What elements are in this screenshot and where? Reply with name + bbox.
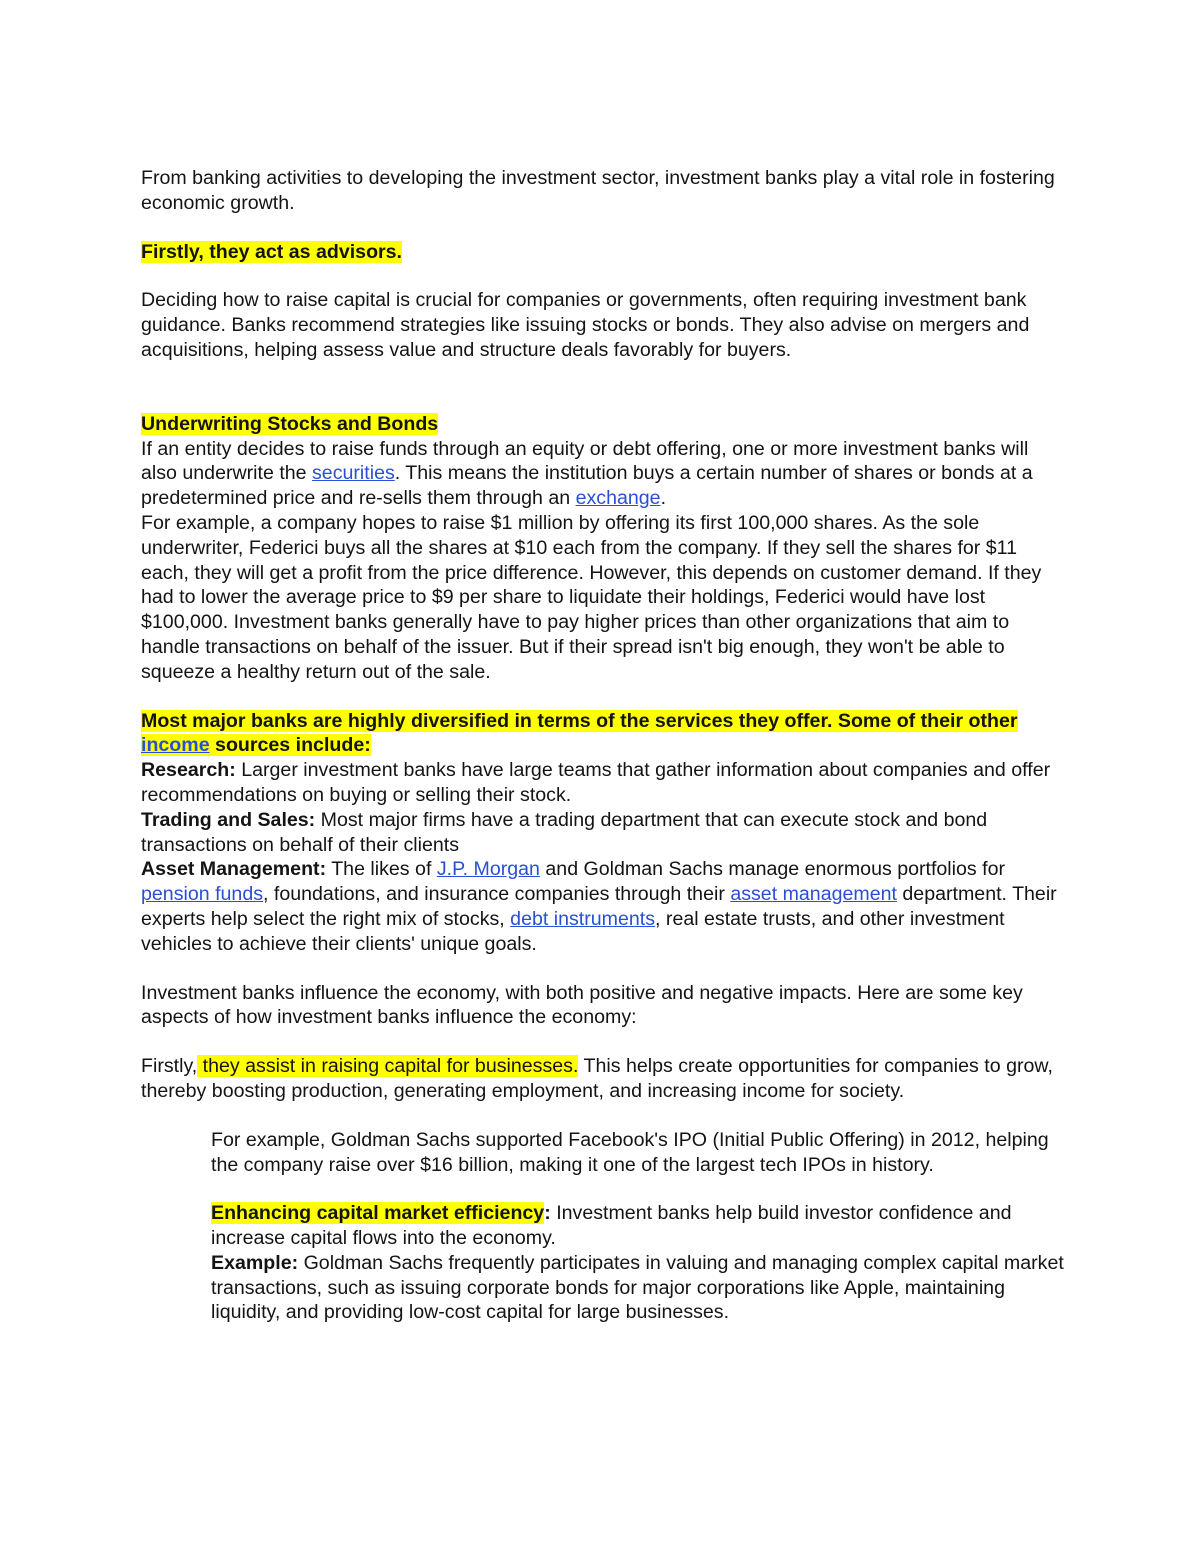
influence-paragraph: Investment banks influence the economy, with both positive and negative impacts. Here are some key aspects of how investment banks influence the economy: — [141, 981, 1023, 1029]
jp-morgan-link[interactable]: J.P. Morgan — [436, 858, 540, 881]
document-body — [141, 166, 1066, 1325]
facebook-example-paragraph: For example, Goldman Sachs supported Facebook's IPO (Initial Public Offering) in 2012, helping the company raise over $16 billion, making it one of the largest tech IPOs in history. — [211, 1128, 1049, 1176]
debt-instruments-link[interactable]: debt instruments — [510, 907, 656, 930]
efficiency-example-paragraph: Example: Goldman Sachs frequently participates in valuing and managing complex capital market transactions, such as issuing corporate bonds for major corporations like Apple, maintaining liquidity, and providing low-cost capital for large businesses. — [211, 1251, 1064, 1324]
trading-item: Trading and Sales: Most major firms have a trading department that can execute stock and bond transactions on behalf of their clients — [141, 808, 988, 856]
diversified-heading: Most major banks are highly diversified in terms of the services they offer. Some of their other income sources include: — [141, 709, 1018, 757]
intro-paragraph: From banking activities to developing the investment sector, investment banks play a vital role in fostering economic growth. — [141, 167, 1055, 214]
pension-funds-link[interactable]: pension funds — [141, 883, 264, 906]
exchange-link[interactable]: exchange — [575, 487, 661, 510]
securities-link[interactable]: securities — [312, 462, 395, 485]
efficiency-paragraph: Enhancing capital market efficiency: Investment banks help build investor confidence and increase capital flows into the economy. — [211, 1202, 1012, 1250]
raising-capital-paragraph: Firstly, they assist in raising capital for businesses. This helps create opportunities for companies to grow, thereby boosting production, generating employment, and increasing income for society. — [141, 1055, 1053, 1102]
asset-management-link[interactable]: asset management — [730, 883, 897, 906]
underwriting-example-paragraph: For example, a company hopes to raise $1 million by offering its first 100,000 shares. As the sole underwriter, Federici buys all the shares at $10 each from the company. If they sell the shares for $11 each, they will get a profit from the price difference. However, this depends on customer demand. If they had to lower the average price to $9 per share to liquidate their holdings, Federici would have lost $100,000. Investment banks generally have to pay higher prices than other organizations that aim to handle transactions on behalf of the issuer. But if their spread isn't big enough, they won't be able to squeeze a healthy return out of the sale. — [141, 511, 1042, 683]
income-link[interactable]: income — [141, 734, 210, 757]
research-item: Research: Larger investment banks have large teams that gather information about companies and offer recommendations on buying or selling their stock. — [141, 759, 1051, 806]
underwriting-paragraph: If an entity decides to raise funds through an equity or debt offering, one or more investment banks will also underwrite the securities. This means the institution buys a certain number of shares or bonds at a predetermined price and re-sells them through an exchange. — [141, 437, 1033, 510]
advisors-heading: Firstly, they act as advisors. — [141, 240, 403, 263]
asset-management-item: Asset Management: The likes of J.P. Morgan and Goldman Sachs manage enormous portfolios for pension funds, foundations, and insurance companies through their asset management department. Their experts help select the right mix of stocks, debt instruments, real estate trusts, and other investment vehicles to achieve their clients' unique goals. — [141, 858, 1057, 955]
advisors-paragraph: Deciding how to raise capital is crucial for companies or governments, often requiring investment bank guidance. Banks recommend strategies like issuing stocks or bonds. They also advise on mergers and acquisitions, helping assess value and structure deals favorably for buyers. — [141, 289, 1030, 361]
underwriting-heading: Underwriting Stocks and Bonds — [141, 412, 439, 435]
